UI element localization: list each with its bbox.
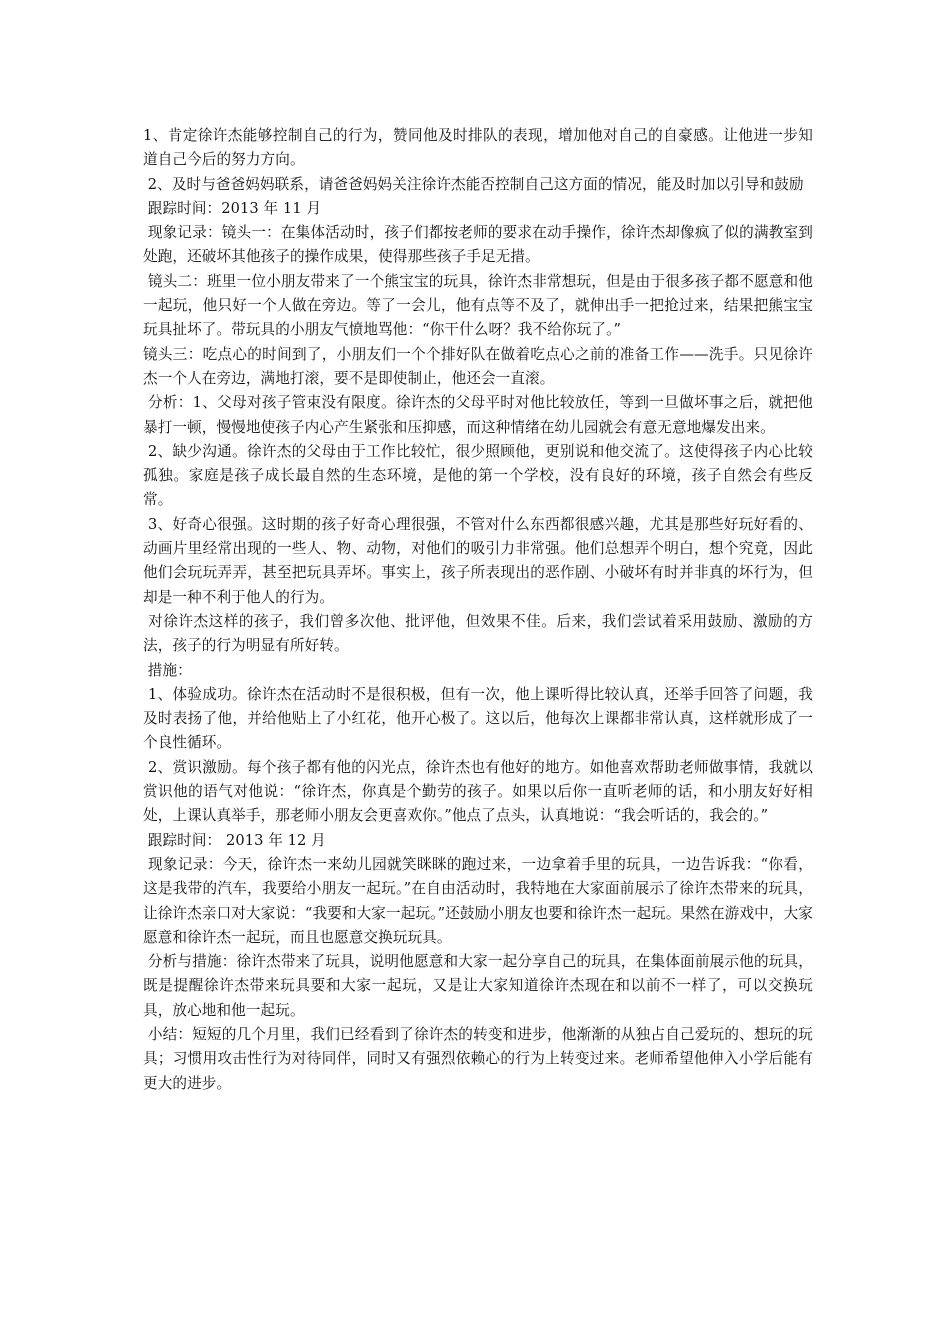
paragraph-measure-appreciation: 2、赏识激励。每个孩子都有他的闪光点，徐许杰也有他好的地方。如他喜欢帮助老师做事情，我就以赏识他的语气对他说：“徐许杰，你真是个勤劳的孩子。如果以后你一直听老师的话，和小朋友好好相处，上课认真举手，那老师小朋友会更喜欢你。”他点了点头，认真地说：“我会听话的，我会的。”	[143, 758, 813, 825]
paragraph-tracking-time-nov: 跟踪时间：2013 年 11 月	[143, 199, 322, 217]
paragraph-contact-parents: 2、及时与爸爸妈妈联系，请爸爸妈妈关注徐许杰能否控制自己这方面的情况，能及时加以引导和鼓励	[143, 175, 804, 193]
paragraph-measure-success: 1、体验成功。徐许杰在活动时不是很积极，但有一次，他上课听得比较认真，还举手回答了问题，我及时表扬了他，并给他贴上了小红花，他开心极了。这以后，他每次上课都非常认真，这样就形成了一个良性循环。	[143, 685, 813, 752]
paragraph-measures-heading: 措施：	[143, 661, 192, 679]
paragraph-scene-three: 镜头三：吃点心的时间到了，小朋友们一个个排好队在做着吃点心之前的准备工作——洗手。只见徐许杰一个人在旁边，满地打滚，要不是即使制止，他还会一直滚。	[143, 345, 813, 387]
paragraph-analysis-one: 分析：1、父母对孩子管束没有限度。徐许杰的父母平时对他比较放任，等到一旦做坏事之后，就把他暴打一顿，慢慢地使孩子内心产生紧张和压抑感，而这种情绪在幼儿园就会有意无意地爆发出来。	[143, 394, 813, 436]
paragraph-analysis-measures: 分析与措施：徐许杰带来了玩具，说明他愿意和大家一起分享自己的玩具，在集体面前展示他的玩具，既是提醒徐许杰带来玩具要和大家一起玩，又是让大家知道徐许杰现在和以前不一样了，可以交换玩具，放心地和他一起玩。	[143, 953, 813, 1019]
paragraph-record-scene-one: 现象记录：镜头一：在集体活动时，孩子们都按老师的要求在动手操作，徐许杰却像疯了似的满教室到处跑，还破坏其他孩子的操作成果，使得那些孩子手足无措。	[143, 224, 813, 266]
paragraph-scene-two: 镜头二：班里一位小朋友带来了一个熊宝宝的玩具，徐许杰非常想玩，但是由于很多孩子都不愿意和他一起玩，他只好一个人做在旁边。等了一会儿，他有点等不及了，就伸出手一把抢过来，结果把熊宝宝玩具扯坏了。带玩具的小朋友气愤地骂他：“你干什么呀？我不给你玩了。”	[143, 272, 813, 339]
paragraph-analysis-two: 2、缺少沟通。徐许杰的父母由于工作比较忙，很少照顾他，更别说和他交流了。这使得孩子内心比较孤独。家庭是孩子成长最自然的生态环境，是他的第一个学校，没有良好的环境，孩子自然会有些反常。	[143, 442, 813, 509]
document-body	[143, 124, 813, 1096]
paragraph-affirm-behavior: 1、肯定徐许杰能够控制自己的行为，赞同他及时排队的表现，增加他对自己的自豪感。让他进一步知道自己今后的努力方向。	[143, 127, 813, 169]
paragraph-summary: 小结：短短的几个月里，我们已经看到了徐许杰的转变和进步，他渐渐的从独占自己爱玩的、想玩的玩具；习惯用攻击性行为对待同伴，同时又有强烈依赖心的行为上转变过来。老师希望他伸入小学后能有更大的进步。	[143, 1025, 813, 1092]
paragraph-tracking-time-dec: 跟踪时间： 2013 年 12 月	[143, 831, 326, 849]
paragraph-analysis-three: 3、好奇心很强。这时期的孩子好奇心理很强，不管对什么东西都很感兴趣，尤其是那些好玩好看的、动画片里经常出现的一些人、物、动物，对他们的吸引力非常强。他们总想弄个明白，想个究竟，因此他们会玩玩弄弄，甚至把玩具弄坏。事实上，孩子所表现出的恶作剧、小破坏有时并非真的坏行为，但却是一种不利于他人的行为。	[143, 515, 813, 606]
paragraph-record-today: 现象记录：今天，徐许杰一来幼儿园就笑眯眯的跑过来，一边拿着手里的玩具，一边告诉我：“你看，这是我带的汽车，我要给小朋友一起玩。”在自由活动时，我特地在大家面前展示了徐许杰带来的玩具，让徐许杰亲口对大家说：“我要和大家一起玩。”还鼓励小朋友也要和徐许杰一起玩。果然在游戏中，大家愿意和徐许杰一起玩，而且也愿意交换玩玩具。	[143, 855, 813, 946]
paragraph-encouragement: 对徐许杰这样的孩子，我们曾多次他、批评他，但效果不佳。后来，我们尝试着采用鼓励、激励的方法，孩子的行为明显有所好转。	[143, 612, 813, 655]
